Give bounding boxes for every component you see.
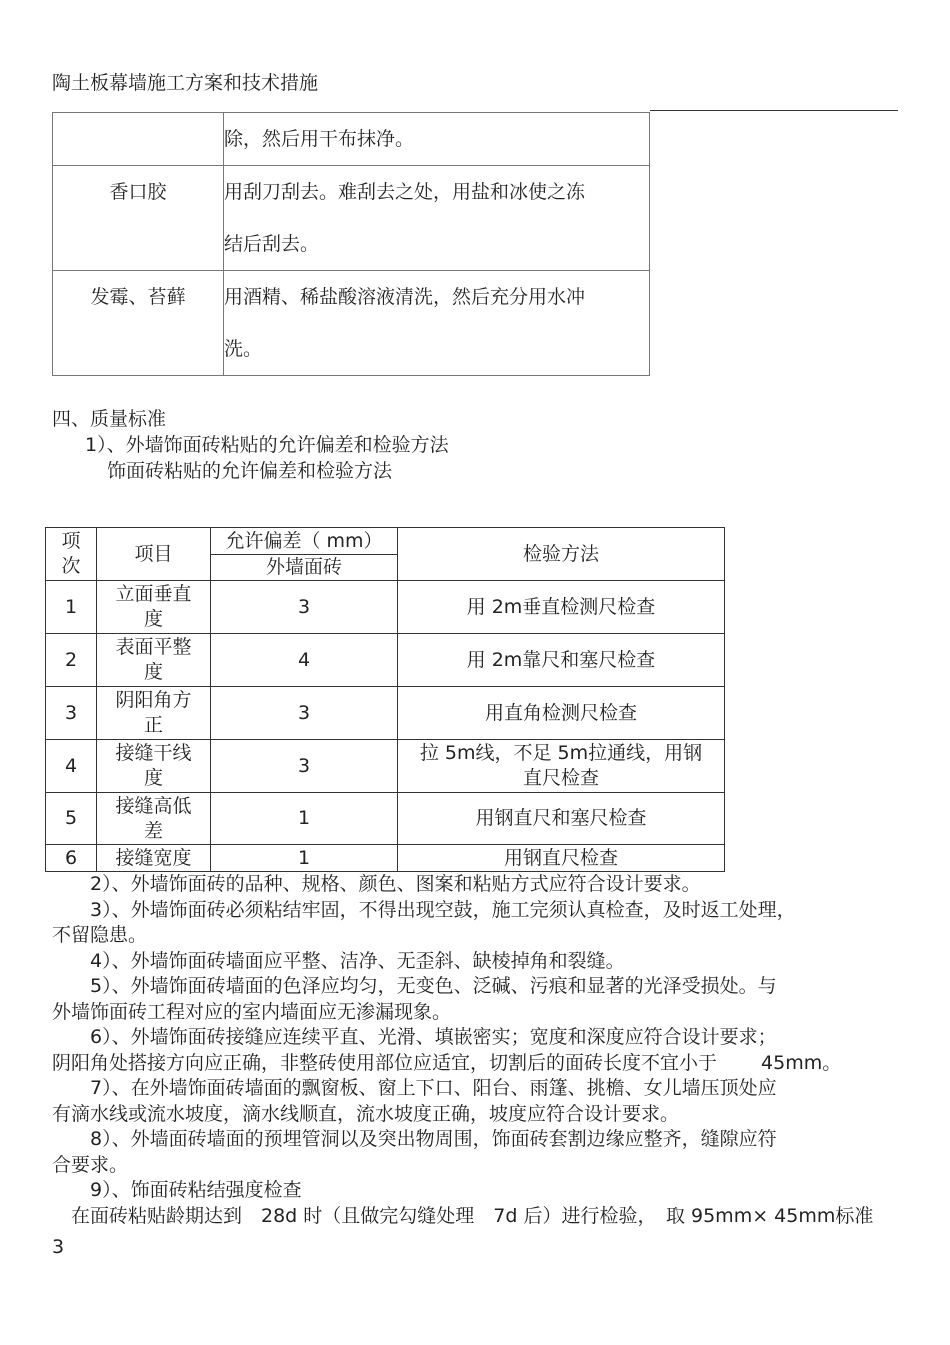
header-tolerance: 允许偏差（ mm） bbox=[211, 528, 398, 555]
cleaning-row-label: 香口胶 bbox=[53, 166, 224, 271]
page-number: 3 bbox=[52, 1236, 65, 1258]
table-row: 6 接缝宽度 1 用钢直尺检查 bbox=[46, 845, 725, 872]
page-title: 陶土板幕墙施工方案和技术措施 bbox=[52, 72, 319, 94]
cleaning-row-value: 用刮刀刮去。难刮去之处，用盐和冰使之冻 结后刮去。 bbox=[224, 166, 650, 271]
subsection-heading: 1）、外墙饰面砖粘贴的允许偏差和检验方法 bbox=[85, 434, 449, 456]
cleaning-row-value: 除，然后用干布抹净。 bbox=[224, 113, 650, 166]
section-heading: 四、质量标准 bbox=[52, 408, 167, 430]
header-no: 项 次 bbox=[46, 528, 97, 581]
table-caption: 饰面砖粘贴的允许偏差和检验方法 bbox=[107, 460, 393, 482]
header-tolerance-sub: 外墙面砖 bbox=[211, 555, 398, 581]
table-row: 4 接缝干线 度 3 拉 5m线，不足 5m拉通线，用钢 直尺检查 bbox=[46, 740, 725, 793]
table-row: 5 接缝高低 差 1 用钢直尺和塞尺检查 bbox=[46, 793, 725, 845]
table-row: 3 阴阳角方 正 3 用直角检测尺检查 bbox=[46, 687, 725, 740]
header-method: 检验方法 bbox=[398, 528, 725, 581]
header-rule bbox=[650, 110, 898, 111]
cleaning-table bbox=[52, 112, 650, 376]
table-row: 2 表面平整 度 4 用 2m靠尺和塞尺检查 bbox=[46, 634, 725, 687]
header-item: 项目 bbox=[97, 528, 211, 581]
cleaning-row-label bbox=[53, 113, 224, 166]
cleaning-row-label: 发霉、苔藓 bbox=[53, 271, 224, 376]
quality-table bbox=[45, 527, 725, 872]
cleaning-row-value: 用酒精、稀盐酸溶液清洗，然后充分用水冲 洗。 bbox=[224, 271, 650, 376]
body-text: 2）、外墙饰面砖的品种、规格、颜色、图案和粘贴方式应符合设计要求。 3）、外墙饰面砖必须粘结牢固，不得出现空鼓，施工完须认真检查，及时返工处理， 不留隐患。 4）、外墙饰面砖墙面应平整、洁净、无歪斜、缺棱掉角和裂缝。 5）、外墙饰面砖墙面的色泽应均匀，无变色、泛碱、污痕和显著的光泽受损处。与 外墙饰面砖工程对应的室内墙面应无渗漏现象。 6）、外墙饰面砖接缝应连续平直、光滑、填嵌密实；宽度和深度应符合设计要求； 阴阳角处搭接方向应正确，非整砖使用部位应适宜，切割后的面砖长度不宜小于 45mm。 7）、在外墙饰面砖墙面的飘窗板、窗上下口、阳台、雨篷、挑檐、女儿墙压顶处应 有滴水线或流水坡度，滴水线顺直，流水坡度正确，坡度应符合设计要求。 8）、外墙面砖墙面的预埋管洞以及突出物周围，饰面砖套割边缘应整齐，缝隙应符 合要求。 9）、饰面砖粘结强度检查 在面砖粘贴龄期达到 28d 时（且做完勾缝处理 7d 后）进行检验， 取 95mm× 45mm标准 bbox=[52, 873, 874, 1227]
table-row: 1 立面垂直 度 3 用 2m垂直检测尺检查 bbox=[46, 581, 725, 634]
